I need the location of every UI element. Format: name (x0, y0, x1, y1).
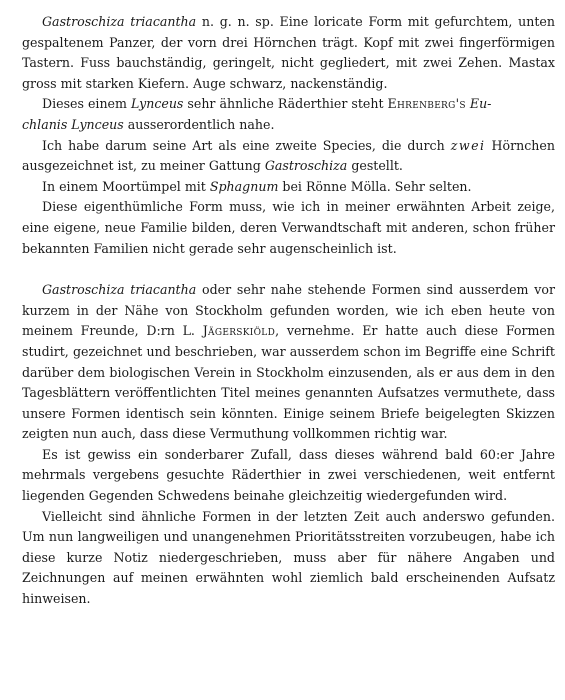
text-run: Hörnchen ausgezeichnet ist, zu meiner Gattung (22, 137, 555, 174)
text-run: Ich habe darum seine Art als eine zweite Species, die durch (42, 137, 451, 153)
paragraph-classification (22, 136, 555, 177)
species-name: Gastroschiza triacantha (42, 282, 197, 298)
text-run: In einem Moortümpel mit (42, 178, 210, 194)
paragraph-family: Diese eigenthümliche Form muss, wie ich in meiner erwähnten Arbeit zeige, eine eigene, neue Familie bilden, deren Verwandtschaft mit anderen, schon früher bekannten Familien nicht gerade sehr augenscheinlich ist. (22, 199, 555, 256)
text-run: oder sehr nahe stehende Formen sind ausserdem vor kurzem in der Nähe von Stockholm gefunden worden, wie ich eben heute von meinem Freunde, D:rn L. (22, 282, 555, 339)
paragraph-stockholm-find (22, 280, 555, 445)
person-name-jaegerskioeld: Jägerskiöld (202, 323, 276, 339)
paragraph-coincidence: Es ist gewiss ein sonderbarer Zufall, dass dieses während bald 60:er Jahre mehrmals vergebens gesuchte Räderthier in zwei verschiedenen, weit entfernt liegenden Gegenden Schwedens beinahe gleichzeitig wiedergefunden wird. (22, 446, 555, 504)
species-name-euchlanis-part2: chlanis Lynceus (22, 116, 124, 132)
paragraph-locality (22, 177, 555, 198)
text-run: bei Rönne Mölla. Sehr selten. (278, 178, 472, 194)
text-run: Dieses einem (42, 96, 131, 112)
text-run: gestellt. (347, 158, 403, 174)
genus-name-sphagnum: Sphagnum (209, 178, 279, 194)
text-run: ausserordentlich nahe. (123, 116, 275, 132)
paragraph-comparison (22, 94, 555, 135)
paragraph-species-description (22, 12, 555, 94)
description-text: n. g. n. sp. Eine loricate Form mit gefurchtem, unten gespaltenem Panzer, der vorn drei Hörnchen trägt. Kopf mit zwei fingerförmigen Tastern. Fuss bauchständig, geringelt, nicht gegliedert, mit zwei Zehen. Mastax gross mit starken Kiefern. Auge schwarz, nackenständig. (22, 14, 555, 91)
emphasis-zwei: zwei (450, 137, 486, 153)
genus-name-lynceus: Lynceus (130, 96, 184, 112)
paragraph-priority-note: Vielleicht sind ähnliche Formen in der letzten Zeit auch anderswo gefunden. Um nun langweiligen und unangenehmen Prioritätsstreiten vorzubeugen, habe ich diese kurze Notiz niedergeschrieben, muss aber für nähere Angaben und Zeichnungen auf meinen erwähnten wohl ziemlich bald erscheinenden Aufsatz hinweisen. (22, 508, 555, 607)
species-name-euchlanis-part1: Eu- (469, 96, 492, 112)
text-run: sehr ähnliche Räderthier steht (183, 96, 388, 112)
species-name: Gastroschiza triacantha (42, 14, 197, 29)
genus-name-gastroschiza: Gastroschiza (264, 158, 348, 174)
text-run: , vernehme. Er hatte auch diese Formen studirt, gezeichnet und beschrieben, war ausserdem schon im Begriffe eine Schrift darüber dem biologischen Verein in Stockholm einzusenden, als er aus dem in den Tagesblättern veröffentlichten Titel meines genannten Aufsatzes vermuthete, dass unsere Formen identisch sein könnten. Einige seinem Briefe beigelegten Skizzen zeigten nun auch, dass diese Vermuthung vollkommen richtig war. (22, 323, 555, 442)
author-name-ehrenberg: Ehrenberg's (387, 96, 466, 112)
